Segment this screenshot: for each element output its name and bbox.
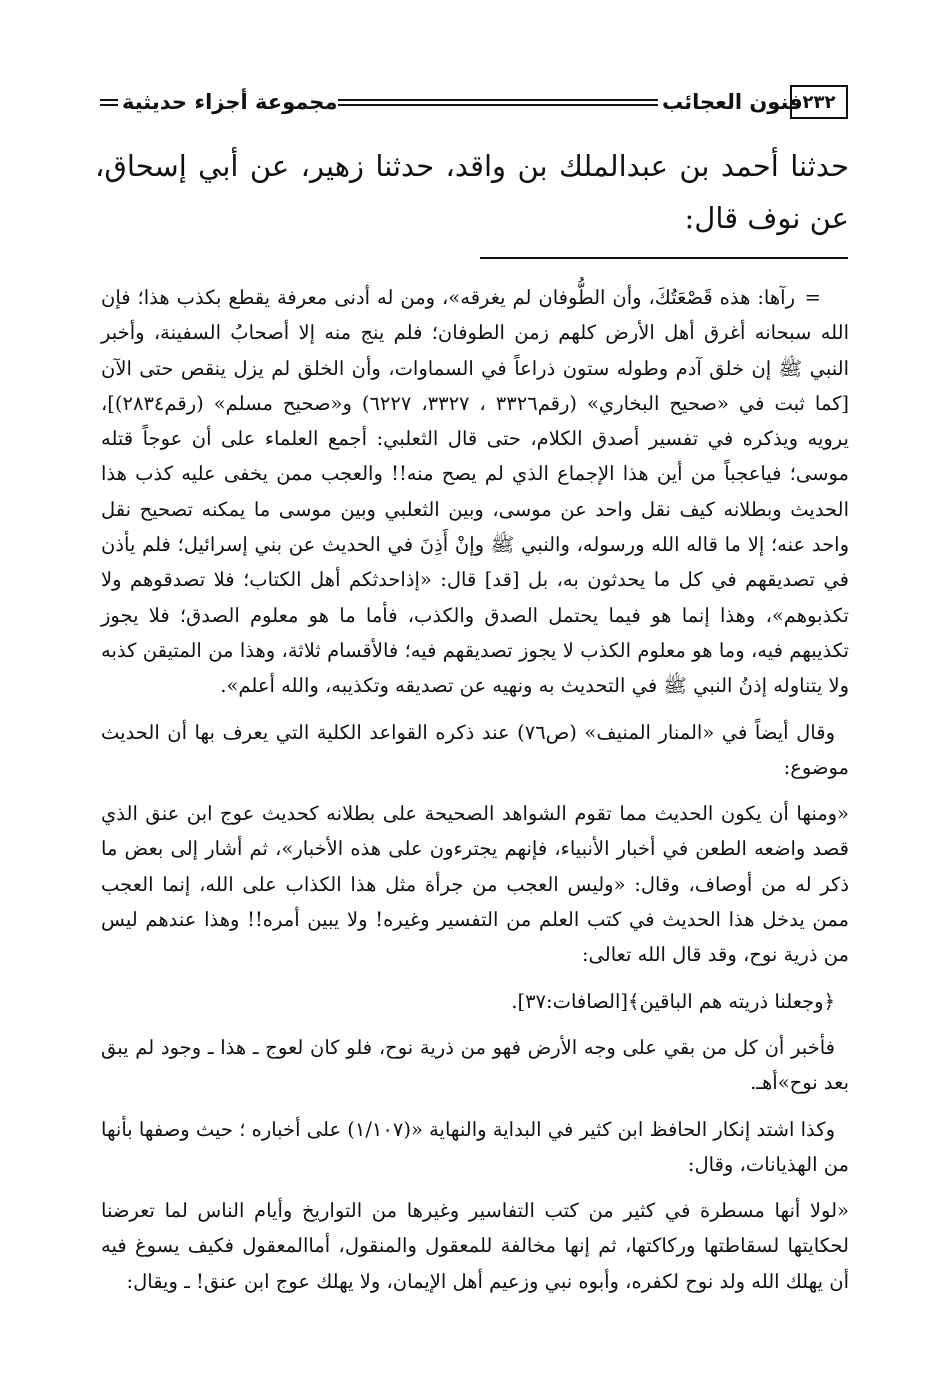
main-text: حدثنا أحمد بن عبدالملك بن واقد، حدثنا زهير، عن أبي إسحاق، عن نوف قال:: [95, 149, 849, 235]
page-number: ٢٣٢: [790, 85, 848, 119]
footnote-paragraph-3: «ومنها أن يكون الحديث مما تقوم الشواهد الصحيحة على بطلانه كحديث عوج ابن عنق الذي قصد واضعه الطعن في أخبار الأنبياء، فإنهم يجترءون على هذه الأخبار»، ثم أشار إلى بعض ما ذكر له من أوصاف، وقال: «وليس العجب من جرأة مثل هذا الكذاب على الله، إنما العجب ممن يدخل هذا الحديث في كتب العلم من التفسير وغيره! ولا يبين أمره!! وهذا عندهم ليس من ذرية نوح، وقد قال الله تعالى:: [101, 802, 849, 967]
running-header: [100, 82, 850, 122]
footnote-paragraph-2: وقال أيضاً في «المنار المنيف» (ص٧٦) عند ذكره القواعد الكلية التي يعرف بها أن الحديث موضوع:: [101, 720, 849, 779]
footnote: [101, 280, 849, 1299]
header-rule-left: [100, 99, 118, 101]
footnote-divider: [480, 257, 848, 259]
footnote-paragraph-7: «لولا أنها مسطرة في كثير من كتب التفاسير وغيرها من التواريخ وأيام الناس لما تعرضنا لحكايتها لسقاطتها وركاكتها، ثم إنها مخالفة للمعقول والمنقول، أماالمعقول فكيف يسوغ فيه أن يهلك الله ولد نوح لكفره، وأبوه نبي وزعيم أهل الإيمان، ولا يهلك عوج ابن عنق! ـ ويقال:: [101, 1199, 849, 1293]
book-title: فنون العجائب: [662, 90, 803, 114]
footnote-paragraph-6: وكذا اشتد إنكار الحافظ ابن كثير في البداية والنهاية «(١/١٠٧) على أخباره ؛ حيث وصفها بأنها من الهذيانات، وقال:: [101, 1117, 849, 1176]
header-rule-middle: [338, 99, 658, 101]
quran-verse: ﴿وجعلنا ذريته هم الباقين﴾[الصافات:٣٧].: [511, 989, 835, 1013]
continuation-marker: =: [804, 286, 821, 309]
footnote-paragraph-5: فأخبر أن كل من بقي على وجه الأرض فهو من ذرية نوح، فلو كان لعوج ـ هذا ـ وجود لم يبق بعد نوح»أهـ.: [101, 1035, 849, 1095]
footnote-paragraph-1: =رآها: هذه قَصْعَتُكَ، وأن الطُّوفان لم يغرقه»، ومن له أدنى معرفة يقطع بكذب هذا؛ فإن الله سبحانه أغرق أهل الأرض كلهم زمن الطوفان؛ فلم ينج منه إلا أصحابُ السفينة، وأخبر النبي ﷺ إن خلق آدم وطوله ستون ذراعاً في السماوات، وأن الخلق لم يزل ينقص حتى الآن [كما ثبت في «صحيح البخاري» (رقم٣٣٢٦ ، ٣٣٢٧، ٦٢٢٧) و«صحيح مسلم» (رقم٢٨٣٤)]، يرويه ويذكره في تفسير أصدق الكلام، حتى قال الثعلبي: أجمع العلماء على أن عوجاً قتله موسى؛ فياعجباً من أين هذا الإجماع الذي لم يصح منه!! والعجب ممن يخفى عليه كذب هذا الحديث وبطلانه كيف نقل واحد عن موسى، وبين الثعلبي وبين موسى ما يمكنه تصحيح نقل واحد عنه؛ إلا ما قاله الله ورسوله، والنبي ﷺ وإنْ أَذِنَ في الحديث عن بني إسرائيل؛ فلم يأذن في تصديقهم في كل ما يحدثون به، بل [قد] قال: «إذاحدثكم أهل الكتاب؛ فلا تصدقوهم ولا تكذبوهم»، وهذا إنما هو فيما يحتمل الصدق والكذب، فأما ما هو معلوم الصدق؛ فلا يجوز تكذيبهم فيه، وما هو معلوم الكذب لا يجوز تصديقهم فيه؛ فالأقسام ثلاثة، وهذا من المتيقن كذبه ولا يتناوله إذنُ النبي ﷺ في التحديث به ونهيه عن تصديقه وتكذيبه، والله أعلم».: [101, 280, 849, 704]
collection-title: مجموعة أجزاء حديثية: [122, 90, 338, 114]
